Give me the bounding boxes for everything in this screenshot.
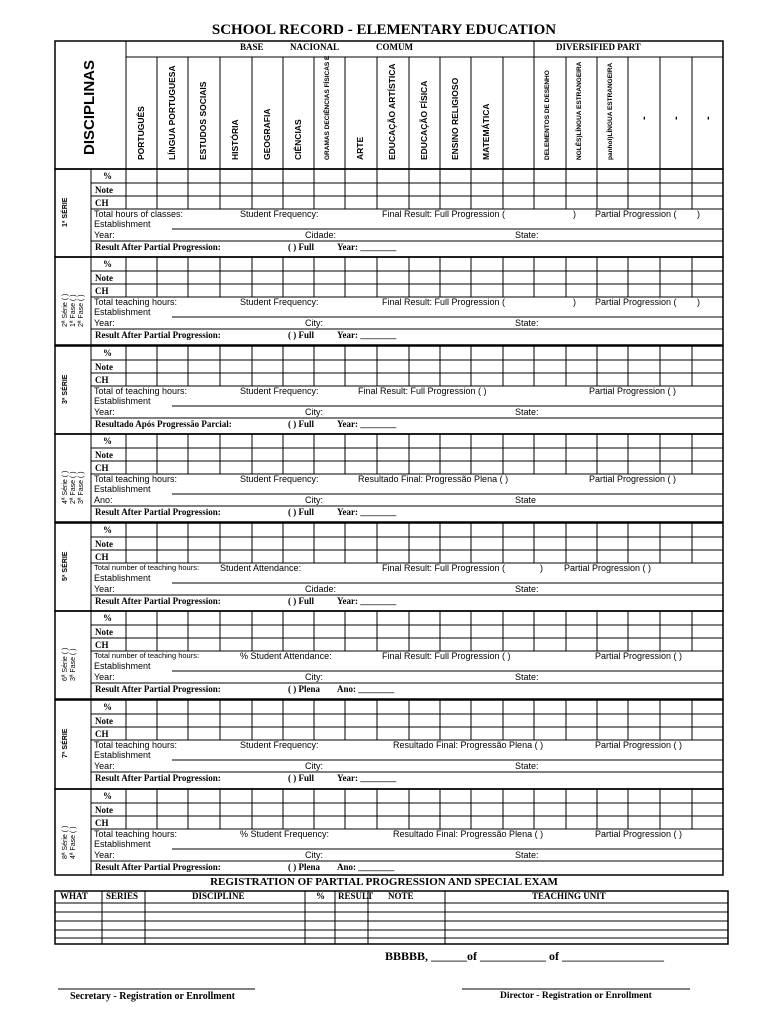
block-side-label: 2ª Fase ( ) (70, 471, 77, 504)
full-option: ( ) Full (288, 773, 314, 783)
diversified-label: DIVERSIFIED PART (556, 42, 641, 52)
row-label: % (103, 259, 112, 269)
state-label: State (515, 495, 537, 505)
partial-progression-label: Partial Progression ( (595, 209, 677, 219)
full-option: ( ) Plena (288, 684, 320, 694)
subject-header: NGLÊS)LÍNGUA ESTRANGEIRA (575, 61, 583, 160)
total-hours-label: Total teaching hours: (94, 297, 178, 307)
frequency-label: Student Frequency: (240, 297, 319, 307)
block-side-label: 8ª Série ( ) (62, 825, 69, 859)
frequency-label: Student Frequency: (240, 209, 319, 219)
year-blank: Year: ________ (337, 242, 397, 252)
final-result-label: Final Result: Full Progression ( (382, 297, 506, 307)
result-after-label: Result After Partial Progression: (95, 596, 221, 606)
block-side-label: 2ª Fase ( ) (78, 294, 85, 327)
subject-header: DELEMENTOS DE DESENHO (544, 70, 551, 160)
paren-close: ) (697, 297, 700, 307)
partial-progression-label: Partial Progression ( ) (595, 740, 683, 750)
row-label: CH (95, 375, 109, 385)
partial-progression-label: Partial Progression ( (595, 297, 677, 307)
secretary-signature-label: Secretary - Registration or Enrollment (70, 991, 235, 1002)
row-label: CH (95, 729, 109, 739)
registration-column-header: % (316, 891, 325, 901)
registration-column-header: DISCIPLINE (192, 891, 245, 901)
subject-header: GEOGRAFIA (261, 108, 272, 160)
place-date-line: BBBBB, ______of ___________ of _________________ (385, 949, 665, 963)
subject-header: HISTÓRIA (230, 119, 240, 160)
paren-close: ) (697, 209, 700, 219)
year-label: Year: (94, 318, 115, 328)
year-blank: Year: ________ (337, 596, 397, 606)
partial-progression-label: Partial Progression ( ) (595, 651, 683, 661)
block-side-label: 5ª SÉRIE (62, 551, 69, 581)
full-option: ( ) Full (288, 419, 314, 429)
result-after-label: Result After Partial Progression: (95, 242, 221, 252)
total-hours-label: Total teaching hours: (94, 829, 178, 839)
header-base-label: NACIONAL (290, 42, 340, 52)
row-label: Note (95, 450, 113, 460)
row-label: Note (95, 539, 113, 549)
final-result-label: Final Result: Full Progression ( ) (358, 386, 487, 396)
state-label: State: (515, 407, 539, 417)
city-label: City: (305, 407, 323, 417)
block-side-label: 3ª SÉRIE (62, 374, 69, 404)
total-hours-label: Total teaching hours: (94, 740, 178, 750)
city-label: City: (305, 495, 323, 505)
year-label: Year: (94, 584, 115, 594)
registration-column-header: NOTE (388, 891, 414, 901)
frequency-label: Student Frequency: (240, 740, 319, 750)
block-side-label: 3ª Fase ( ) (78, 471, 85, 504)
row-label: % (103, 171, 112, 181)
subject-header: ENSINO RELIGIOSO (449, 77, 460, 160)
year-blank: Year: ________ (337, 773, 397, 783)
result-after-label: Result After Partial Progression: (95, 773, 221, 783)
block-side-label: 7ª SÉRIE (62, 728, 69, 758)
frequency-label: % Student Frequency: (240, 829, 330, 839)
result-after-label: Result After Partial Progression: (95, 862, 221, 872)
establishment-label: Establishment (94, 839, 151, 849)
state-label: State: (515, 318, 539, 328)
subject-header: GRAMAS DECIÊNCIAS FÍSICAS E (323, 55, 331, 160)
row-label: Note (95, 362, 113, 372)
block-side-label: 1ª Fase ( ) (70, 294, 77, 327)
row-label: Note (95, 627, 113, 637)
full-option: ( ) Full (288, 330, 314, 340)
city-label: City: (305, 761, 323, 771)
subject-header: panhol)LÍNGUA ESTRANGEIRA (606, 62, 614, 160)
subject-header: ESTUDOS SOCIAIS (198, 81, 208, 160)
block-side-label: 3ª Fase ( ) (70, 648, 77, 681)
registration-column-header: TEACHING UNIT (532, 891, 606, 901)
registration-column-header: WHAT (60, 891, 88, 901)
row-label: % (103, 436, 112, 446)
partial-progression-label: Partial Progression ( ) (589, 386, 677, 396)
year-label: Year: (94, 230, 115, 240)
frequency-label: % Student Attendance: (240, 651, 332, 661)
final-result-label: Resultado Final: Progressão Plena ( ) (393, 740, 544, 750)
full-option: ( ) Plena (288, 862, 320, 872)
final-result-label: Final Result: Full Progression ( (382, 209, 506, 219)
year-blank: Year: ________ (337, 507, 397, 517)
subject-header: PORTUGUÊS (135, 106, 146, 160)
city-label: City: (305, 672, 323, 682)
row-label: CH (95, 198, 109, 208)
frequency-label: Student Frequency: (240, 386, 319, 396)
year-label: Year: (94, 407, 115, 417)
row-label: Note (95, 805, 113, 815)
block-side-label: 4ª Série ( ) (62, 470, 69, 504)
city-label: City: (305, 318, 323, 328)
year-label: Year: (94, 850, 115, 860)
disciplinas-label: DISCIPLINAS (81, 59, 98, 155)
partial-progression-label: Partial Progression ( ) (589, 474, 677, 484)
row-label: % (103, 702, 112, 712)
year-label: Year: (94, 672, 115, 682)
result-after-label: Result After Partial Progression: (95, 507, 221, 517)
establishment-label: Establishment (94, 484, 151, 494)
row-label: % (103, 613, 112, 623)
final-result-label: Resultado Final: Progressão Plena ( ) (358, 474, 509, 484)
year-blank: Ano: ________ (337, 862, 395, 872)
establishment-label: Establishment (94, 573, 151, 583)
establishment-label: Establishment (94, 307, 151, 317)
subject-header: - (670, 116, 682, 120)
total-hours-label: Total hours of classes: (94, 209, 184, 219)
subject-header: CIÊNCIAS (292, 119, 303, 160)
year-blank: Year: ________ (337, 330, 397, 340)
subject-header: LÍNGUA PORTUGUESA (166, 65, 177, 160)
establishment-label: Establishment (94, 750, 151, 760)
result-after-label: Resultado Após Progressão Parcial: (95, 419, 232, 429)
subject-header: ARTE (355, 136, 365, 160)
header-base-label: COMUM (376, 42, 413, 52)
row-label: % (103, 348, 112, 358)
row-label: % (103, 525, 112, 535)
block-side-label: 2ª Série ( ) (62, 293, 69, 327)
subject-header: - (638, 116, 650, 120)
block-side-label: 1ª SÉRIE (62, 197, 69, 227)
partial-progression-label: Partial Progression ( ) (595, 829, 683, 839)
registration-column-header: SERIES (106, 891, 139, 901)
total-hours-label: Total teaching hours: (94, 474, 178, 484)
paren-close: ) (573, 209, 576, 219)
partial-progression-label: Partial Progression ( ) (564, 563, 652, 573)
registration-column-header: RESULT (338, 891, 374, 901)
row-label: CH (95, 552, 109, 562)
subject-header: - (701, 116, 714, 120)
year-label: Year: (94, 761, 115, 771)
row-label: Note (95, 273, 113, 283)
total-hours-label: Total number of teaching hours: (94, 651, 200, 660)
row-label: Note (95, 716, 113, 726)
row-label: % (103, 791, 112, 801)
subject-header: EDUCAÇÃO ARTÍSTICA (387, 63, 397, 160)
city-label: Cidade: (305, 584, 337, 594)
state-label: State: (515, 230, 539, 240)
block-side-label: 6ª Série ( ) (62, 647, 69, 681)
paren-close: ) (540, 563, 543, 573)
city-label: Cidade: (305, 230, 337, 240)
full-option: ( ) Full (288, 507, 314, 517)
subject-header: EDUCAÇÃO FÍSICA (418, 80, 429, 160)
total-hours-label: Total number of teaching hours: (94, 563, 200, 572)
row-label: CH (95, 463, 109, 473)
full-option: ( ) Full (288, 596, 314, 606)
establishment-label: Establishment (94, 219, 151, 229)
final-result-label: Resultado Final: Progressão Plena ( ) (393, 829, 544, 839)
year-blank: Ano: ________ (337, 684, 395, 694)
header-base-label: BASE (240, 42, 264, 52)
row-label: Note (95, 185, 113, 195)
registration-title: REGISTRATION OF PARTIAL PROGRESSION AND SPECIAL EXAM (210, 876, 558, 888)
frequency-label: Student Attendance: (220, 563, 302, 573)
director-signature-label: Director - Registration or Enrollment (500, 991, 652, 1001)
state-label: State: (515, 850, 539, 860)
row-label: CH (95, 640, 109, 650)
year-blank: Year: ________ (337, 419, 397, 429)
final-result-label: Final Result: Full Progression ( (382, 563, 506, 573)
frequency-label: Student Frequency: (240, 474, 319, 484)
establishment-label: Establishment (94, 396, 151, 406)
final-result-label: Final Result: Full Progression ( ) (382, 651, 511, 661)
subject-header: MATEMÁTICA (481, 103, 491, 160)
year-label: Ano: (94, 495, 113, 505)
state-label: State: (515, 672, 539, 682)
row-label: CH (95, 286, 109, 296)
total-hours-label: Total of teaching hours: (94, 386, 188, 396)
paren-close: ) (573, 297, 576, 307)
state-label: State: (515, 584, 539, 594)
row-label: CH (95, 818, 109, 828)
page-title: SCHOOL RECORD - ELEMENTARY EDUCATION (211, 22, 557, 38)
state-label: State: (515, 761, 539, 771)
city-label: City: (305, 850, 323, 860)
result-after-label: Result After Partial Progression: (95, 684, 221, 694)
full-option: ( ) Full (288, 242, 314, 252)
establishment-label: Establishment (94, 661, 151, 671)
result-after-label: Result After Partial Progression: (95, 330, 221, 340)
block-side-label: 4ª Fase ( ) (70, 826, 77, 859)
